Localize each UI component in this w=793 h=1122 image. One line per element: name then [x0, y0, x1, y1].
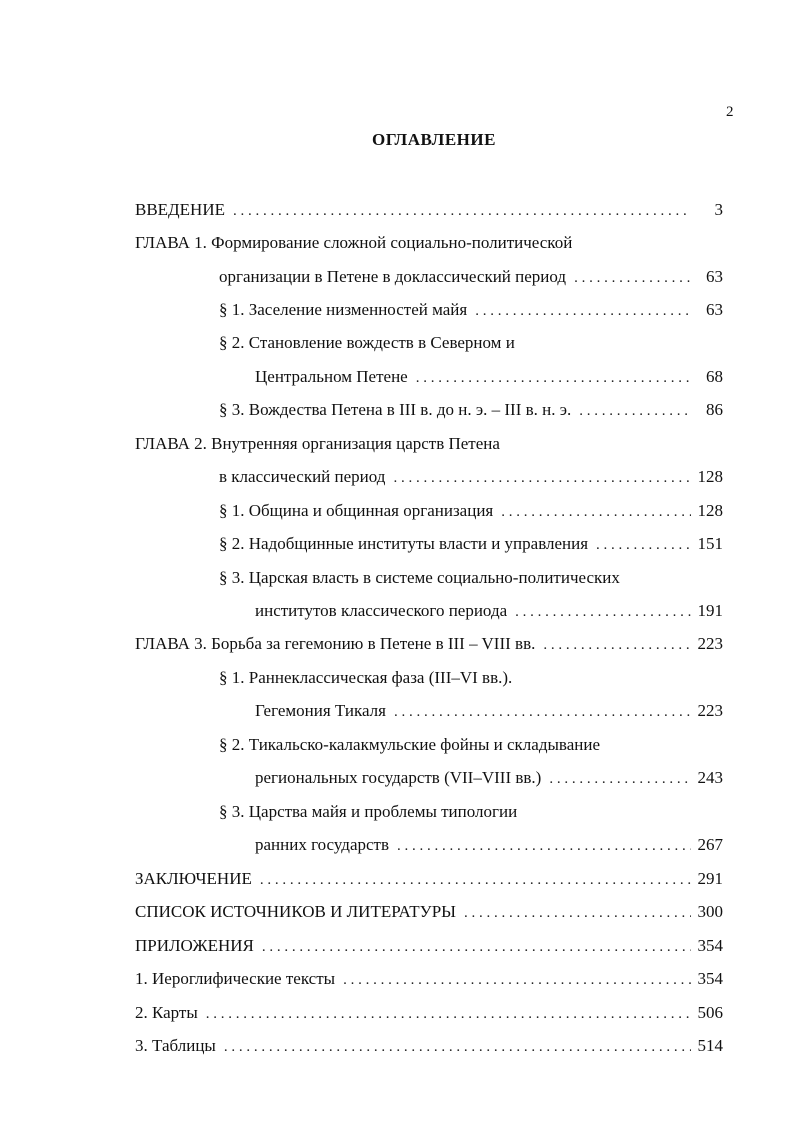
dot-leader [206, 1001, 691, 1026]
dot-leader [549, 766, 691, 791]
toc-entry-label: § 3. Царства майя и проблемы типологии [219, 802, 518, 821]
toc-entry-page: 63 [706, 300, 723, 319]
toc-entry-label: институтов классического периода [255, 601, 508, 620]
toc-entry-label: ПРИЛОЖЕНИЯ [135, 936, 254, 955]
toc-entry-ch2-section-3-cont[interactable] [255, 598, 723, 624]
dot-leader [393, 465, 691, 490]
toc-entry-label: ГЛАВА 2. Внутренняя организация царств Петена [135, 434, 500, 453]
page-title: ОГЛАВЛЕНИЕ [372, 130, 496, 149]
dot-leader [260, 867, 691, 892]
dot-leader [501, 499, 691, 524]
toc-entry-page: 128 [697, 501, 723, 520]
toc-entry-label: § 3. Царская власть в системе социально-политических [219, 568, 620, 587]
toc-entry-label: § 2. Становление вождеств в Северном и [219, 333, 515, 352]
toc-entry-page: 68 [706, 367, 723, 386]
toc-entry-label: региональных государств (VII–VIII вв.) [255, 768, 542, 787]
toc-entry-ch1-section-3[interactable] [219, 397, 723, 423]
toc-entry-label: ВВЕДЕНИЕ [135, 200, 225, 219]
toc-entry-label: 3. Таблицы [135, 1036, 216, 1055]
toc-entry-label: СПИСОК ИСТОЧНИКОВ И ЛИТЕРАТУРЫ [135, 902, 456, 921]
toc-entry-ch2-section-3[interactable] [219, 565, 723, 591]
toc-entry-page: 354 [697, 969, 723, 988]
dot-leader [343, 967, 691, 992]
toc-entry-label: ранних государств [255, 835, 390, 854]
dot-leader [224, 1034, 691, 1059]
toc-entry-chapter-2-cont[interactable] [219, 464, 723, 490]
toc-entry-page: 86 [706, 400, 723, 419]
toc-entry-page: 128 [697, 467, 723, 486]
toc-entry-ch2-section-1[interactable] [219, 498, 723, 524]
dot-leader [515, 599, 691, 624]
toc-entry-page: 223 [697, 701, 723, 720]
toc-entry-appendix-2[interactable] [135, 1000, 723, 1026]
toc-entry-bibliography[interactable] [135, 899, 723, 925]
toc-entry-ch3-section-1-cont[interactable] [255, 698, 723, 724]
toc-entry-ch1-section-1[interactable] [219, 297, 723, 323]
toc-entry-page: 63 [706, 267, 723, 286]
toc-entry-chapter-2[interactable] [135, 431, 723, 457]
page-number: 2 [726, 104, 734, 120]
toc-entry-page: 300 [697, 902, 723, 921]
toc-entry-label: § 2. Тикальско-калакмульские фойны и складывание [219, 735, 600, 754]
toc-entry-page: 223 [697, 634, 723, 653]
toc-entry-page: 267 [697, 835, 723, 854]
toc-entry-ch3-section-2-cont[interactable] [255, 765, 723, 791]
dot-leader [574, 265, 691, 290]
toc-entry-appendix-1[interactable] [135, 966, 723, 992]
toc-entry-page: 291 [697, 869, 723, 888]
dot-leader [464, 900, 691, 925]
toc-entry-ch3-section-3-cont[interactable] [255, 832, 723, 858]
dot-leader [543, 632, 691, 657]
toc-entry-page: 151 [697, 534, 723, 553]
toc-entry-label: § 1. Община и общинная организация [219, 501, 494, 520]
toc-entry-label: § 3. Вождества Петена в III в. до н. э. – III в. н. э. [219, 400, 572, 419]
toc-entry-label: ГЛАВА 3. Борьба за гегемонию в Петене в III – VIII вв. [135, 634, 536, 653]
dot-leader [579, 398, 691, 423]
dot-leader [394, 699, 691, 724]
toc-entry-label: § 1. Раннеклассическая фаза (III–VI вв.). [219, 668, 513, 687]
toc-entry-page: 191 [697, 601, 723, 620]
toc-entry-page: 514 [697, 1036, 723, 1055]
toc-entry-ch3-section-2[interactable] [219, 732, 723, 758]
toc-entry-label: Гегемония Тикаля [255, 701, 386, 720]
toc-entry-chapter-1[interactable] [135, 230, 723, 256]
toc-entry-appendices[interactable] [135, 933, 723, 959]
toc-entry-page: 243 [697, 768, 723, 787]
dot-leader [262, 934, 691, 959]
toc-entry-label: организации в Петене в доклассический период [219, 267, 567, 286]
toc-entry-ch3-section-1[interactable] [219, 665, 723, 691]
toc-entry-label: § 1. Заселение низменностей майя [219, 300, 468, 319]
toc-entry-page: 506 [697, 1003, 723, 1022]
toc-entry-conclusion[interactable] [135, 866, 723, 892]
toc-entry-label: § 2. Надобщинные институты власти и управления [219, 534, 589, 553]
dot-leader [475, 298, 691, 323]
toc-entry-page: 3 [714, 200, 723, 219]
dot-leader [416, 365, 691, 390]
toc-entry-label: 2. Карты [135, 1003, 198, 1022]
toc-entry-ch1-section-2-cont[interactable] [255, 364, 723, 390]
dot-leader [397, 833, 691, 858]
toc-entry-label: ГЛАВА 1. Формирование сложной социально-политической [135, 233, 573, 252]
toc-entry-label: ЗАКЛЮЧЕНИЕ [135, 869, 252, 888]
toc-entry-chapter-3[interactable] [135, 631, 723, 657]
toc-entry-label: в классический период [219, 467, 386, 486]
toc-entry-ch2-section-2[interactable] [219, 531, 723, 557]
toc-entry-ch3-section-3[interactable] [219, 799, 723, 825]
toc-entry-appendix-3[interactable] [135, 1033, 723, 1059]
toc-entry-introduction[interactable] [135, 197, 723, 223]
toc-entry-chapter-1-cont[interactable] [219, 264, 723, 290]
toc-entry-page: 354 [697, 936, 723, 955]
dot-leader [596, 532, 691, 557]
toc-entry-ch1-section-2[interactable] [219, 330, 723, 356]
toc-entry-label: 1. Иероглифические тексты [135, 969, 336, 988]
dot-leader [233, 198, 691, 223]
toc-entry-label: Центральном Петене [255, 367, 408, 386]
